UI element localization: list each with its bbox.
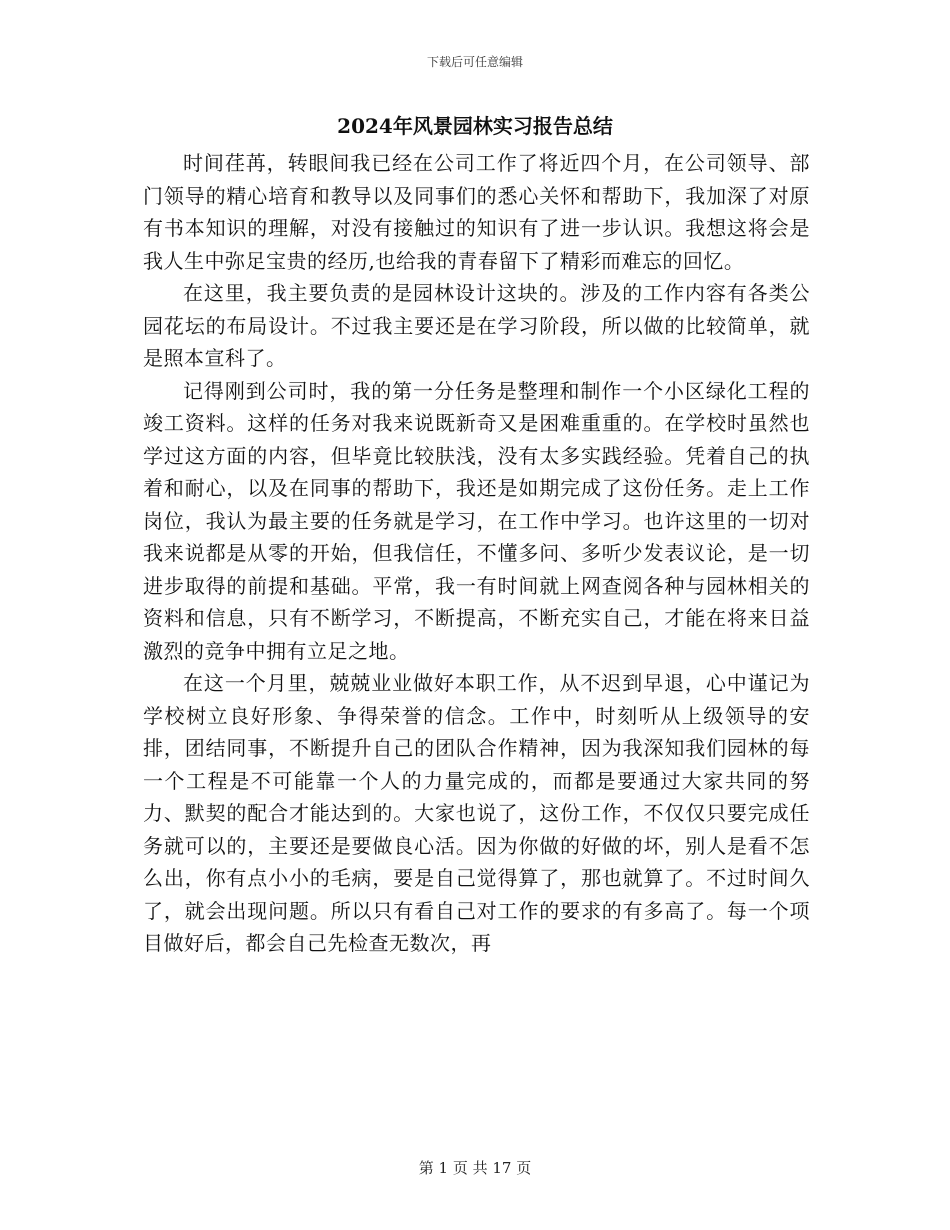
paragraph-4: 在这一个月里，兢兢业业做好本职工作，从不迟到早退，心中谨记为学校树立良好形象、争得荣誉的信念。工作中，时刻听从上级领导的安排，团结同事，不断提升自己的团队合作精神，因为我深知我们园林的每一个工程是不可能靠一个人的力量完成的，而都是要通过大家共同的努力、默契的配合才能达到的。大家也说了，这份工作，不仅仅只要完成任务就可以的，主要还是要做良心活。因为你做的好做的坏，别人是看不怎么出，你有点小小的毛病，要是自己觉得算了，那也就算了。不过时间久了，就会出现问题。所以只有看自己对工作的要求的有多高了。每一个项目做好后，都会自己先检查无数次，再 bbox=[143, 671, 810, 955]
paragraph-1: 时间荏苒，转眼间我已经在公司工作了将近四个月，在公司领导、部门领导的精心培育和教导以及同事们的悉心关怀和帮助下，我加深了对原有书本知识的理解，对没有接触过的知识有了进一步认识。我想这将会是我人生中弥足宝贵的经历,也给我的青春留下了精彩而难忘的回忆。 bbox=[143, 151, 810, 273]
document-body bbox=[143, 147, 810, 960]
paragraph-2: 在这里，我主要负责的是园林设计这块的。涉及的工作内容有各类公园花坛的布局设计。不过我主要还是在学习阶段，所以做的比较简单，就是照本宣科了。 bbox=[143, 281, 810, 370]
page-number: 第 1 页 共 17 页 bbox=[418, 1159, 532, 1177]
page-header-note: 下载后可任意编辑 bbox=[426, 55, 523, 69]
document-title: 2024年风景园林实习报告总结 bbox=[337, 114, 613, 138]
paragraph-3: 记得刚到公司时，我的第一分任务是整理和制作一个小区绿化工程的竣工资料。这样的任务对我来说既新奇又是困难重重的。在学校时虽然也学过这方面的内容，但毕竟比较肤浅，没有太多实践经验。凭着自己的执着和耐心，以及在同事的帮助下，我还是如期完成了这份任务。走上工作岗位，我认为最主要的任务就是学习，在工作中学习。也许这里的一切对我来说都是从零的开始，但我信任，不懂多问、多听少发表议论，是一切进步取得的前提和基础。平常，我一有时间就上网查阅各种与园林相关的资料和信息，只有不断学习，不断提高，不断充实自己，才能在将来日益激烈的竞争中拥有立足之地。 bbox=[143, 378, 810, 663]
